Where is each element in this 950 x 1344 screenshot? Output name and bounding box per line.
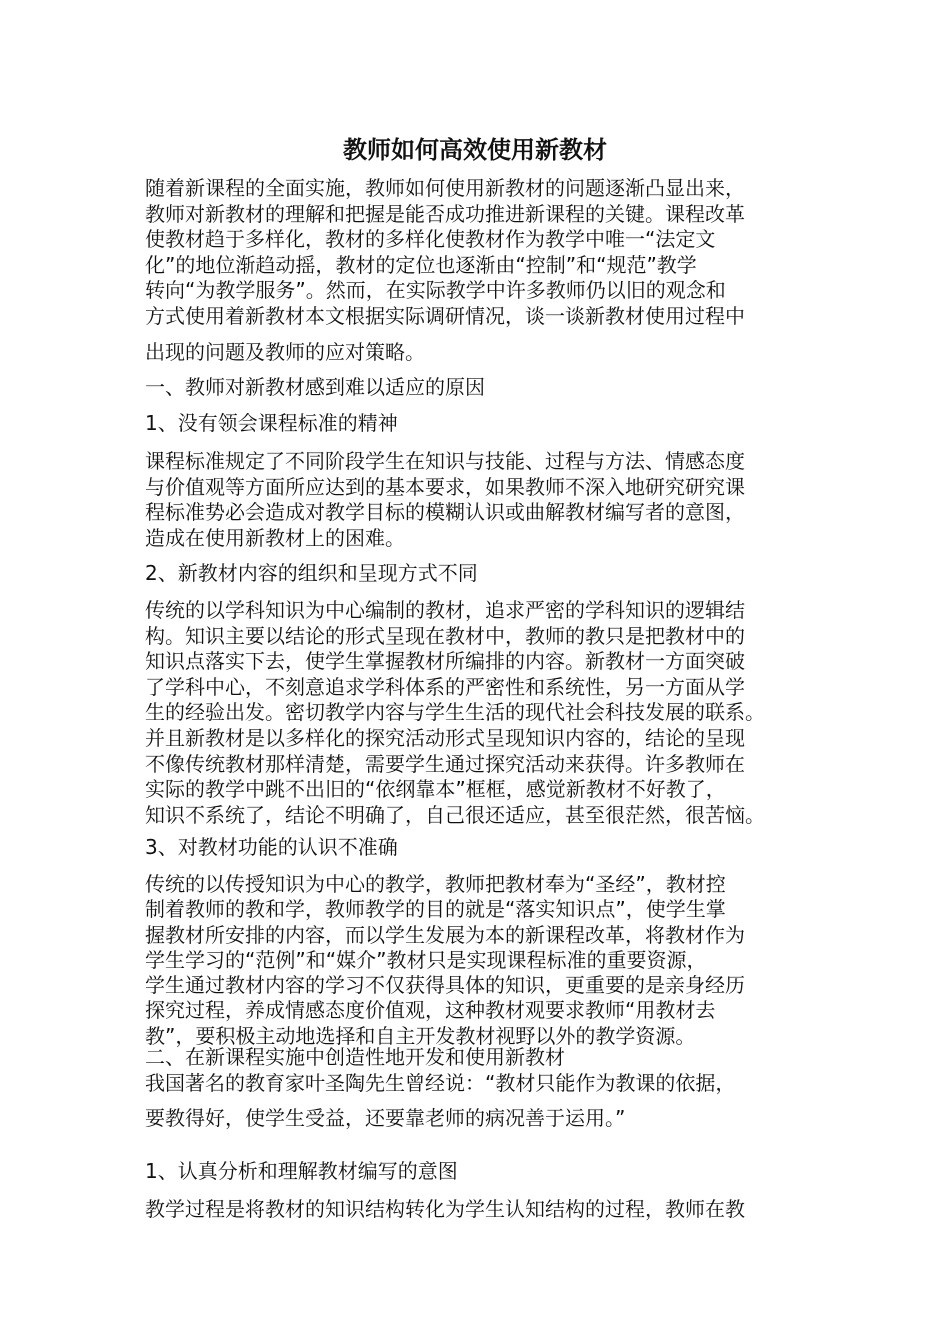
document-title: 教师如何高效使用新教材 <box>343 136 607 164</box>
subsection-1-paragraph <box>145 449 825 551</box>
text-line: 制着教师的教和学，教师教学的目的就是“落实知识点”，使学生掌 <box>145 897 726 922</box>
subsection-2-heading: 2、新教材内容的组织和呈现方式不同 <box>145 561 478 585</box>
subsection-1-heading: 1、没有领会课程标准的精神 <box>145 411 398 435</box>
text-line: 构。知识主要以结论的形式呈现在教材中，教师的教只是把教材中的 <box>145 623 745 648</box>
text-line: 不像传统教材那样清楚，需要学生通过探究活动来获得。许多教师在 <box>145 751 745 776</box>
text-line: 探究过程，养成情感态度价值观，这种教材观要求教师“用教材去 <box>145 998 716 1023</box>
subsection-3-paragraph <box>145 872 825 1049</box>
intro-last-line: 出现的问题及教师的应对策略。 <box>145 340 425 364</box>
text-line: 了学科中心，不刻意追求学科体系的严密性和系统性，另一方面从学 <box>145 674 745 699</box>
text-line: 教师对新教材的理解和把握是能否成功推进新课程的关键。课程改革 <box>145 201 745 226</box>
text-line: 并且新教材是以多样化的探究活动形式呈现知识内容的，结论的呈现 <box>145 725 745 750</box>
quote-line-1: 我国著名的教育家叶圣陶先生曾经说：“教材只能作为教课的依据， <box>145 1071 736 1095</box>
text-line: 随着新课程的全面实施，教师如何使用新教材的问题逐渐凸显出来， <box>145 176 745 200</box>
subsection-4-first-line: 教学过程是将教材的知识结构转化为学生认知结构的过程，教师在教 <box>145 1197 745 1221</box>
section-2-heading: 二、在新课程实施中创造性地开发和使用新教材 <box>145 1045 565 1069</box>
text-line: 使教材趋于多样化，教材的多样化使教材作为教学中唯一“法定文 <box>145 227 716 251</box>
text-line: 知识不系统了，结论不明确了，自己很还适应，甚至很茫然，很苦恼。 <box>145 802 765 827</box>
quote-line-2: 要教得好，使学生受益，还要靠老师的病况善于运用。” <box>145 1106 626 1130</box>
text-line: 转向“为教学服务”。然而，在实际教学中许多教师仍以旧的观念和 <box>145 278 726 302</box>
text-line: 握教材所安排的内容，而以学生发展为本的新课程改革，将教材作为 <box>145 922 745 947</box>
text-line: 课程标准规定了不同阶段学生在知识与技能、过程与方法、情感态度 <box>145 449 745 473</box>
text-line: 知识点落实下去，使学生掌握教材所编排的内容。新教材一方面突破 <box>145 649 745 674</box>
text-line: 方式使用着新教材本文根据实际调研情况，谈一谈新教材使用过程中 <box>145 303 745 328</box>
intro-paragraph <box>145 176 825 329</box>
section-1-heading: 一、教师对新教材感到难以适应的原因 <box>145 375 485 399</box>
text-line: 程标准势必会造成对教学目标的模糊认识或曲解教材编写者的意图， <box>145 500 745 524</box>
subsection-3-heading: 3、对教材功能的认识不准确 <box>145 835 398 859</box>
text-line: 生的经验出发。密切教学内容与学生生活的现代社会科技发展的联系。 <box>145 700 765 725</box>
text-line: 传统的以学科知识为中心编制的教材，追求严密的学科知识的逻辑结 <box>145 598 745 622</box>
text-line: 学生通过教材内容的学习不仅获得具体的知识，更重要的是亲身经历 <box>145 973 745 998</box>
text-line: 与价值观等方面所应达到的基本要求，如果教师不深入地研究研究课 <box>145 474 745 499</box>
text-line: 化”的地位渐趋动摇，教材的定位也逐渐由“控制”和“规范”教学 <box>145 252 697 277</box>
text-line: 教”，要积极主动地选择和自主开发教材视野以外的教学资源。 <box>145 1023 696 1048</box>
text-line: 学生学习的“范例”和“媒介”教材只是实现课程标准的重要资源， <box>145 947 707 972</box>
subsection-4-heading: 1、认真分析和理解教材编写的意图 <box>145 1159 458 1183</box>
subsection-2-paragraph <box>145 598 825 828</box>
text-line: 造成在使用新教材上的困难。 <box>145 525 405 550</box>
text-line: 实际的教学中跳不出旧的“依纲靠本”框框，感觉新教材不好教了， <box>145 777 726 802</box>
text-line: 传统的以传授知识为中心的教学，教师把教材奉为“圣经”，教材控 <box>145 872 726 896</box>
